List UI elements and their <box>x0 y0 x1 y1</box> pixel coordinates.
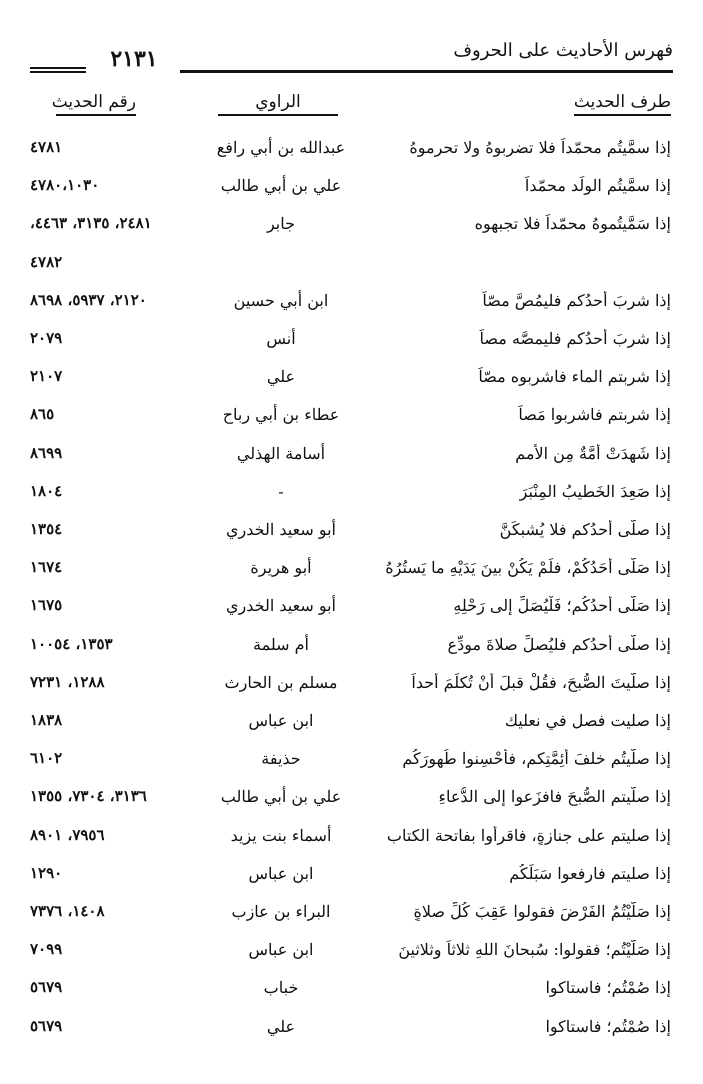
table-row <box>30 934 673 972</box>
table-row <box>30 208 673 246</box>
hadith-text: إذا صلَّيتُم خلفَ أئِمَّتِكم، فأحْسِنوا طُهورَكُم <box>402 749 671 769</box>
hadith-text: إذا صُمْتُم؛ فاستاكوا <box>545 1016 671 1036</box>
hadith-text: إذا صلَّيتَ الصُّبحَ، فقُلْ قبلَ أنْ تُكلِّمَ أحداً <box>411 672 671 692</box>
hadith-number: ١٣٥٤ <box>30 520 63 538</box>
narrator-name: ابن أبي حسين <box>233 290 329 310</box>
table-row <box>30 667 673 705</box>
hadith-number: ٥٦٧٩ <box>30 978 63 997</box>
narrator-name: خباب <box>263 978 299 998</box>
hadith-number: ١٣٥٣، ١٠٠٥٤ <box>30 634 113 653</box>
table-row <box>30 132 673 170</box>
hadith-text: إذا شَهِدَتْ أُمَّةٌ مِن الأمم <box>515 443 671 463</box>
hadith-text: إذا صلّى أحدُكم فلا يُشبكَنَّ <box>499 520 671 539</box>
table-row <box>30 323 673 361</box>
hadith-number: ٧٠٩٩ <box>30 940 63 959</box>
hadith-number: ٢٠٧٩ <box>30 329 63 347</box>
table-row <box>30 361 673 399</box>
hadith-text: إذا صليت فصل في نعليك <box>504 711 671 730</box>
narrator-name: ابن عباس <box>248 940 314 960</box>
hadith-text: إذا صلّى أحدُكم فليُصلِّ صلاةَ مودِّعٍ <box>447 634 671 654</box>
narrator-name: أبو سعيد الخدري <box>226 520 336 539</box>
table-row <box>30 552 673 590</box>
hadith-text: إذا سمَّيتُم الولَد محمّداً <box>524 176 671 196</box>
hadith-number: ٨٦٩٩ <box>30 443 63 462</box>
narrator-name: البراء بن عازب <box>231 902 331 921</box>
table-row <box>30 705 673 743</box>
narrator-name: عبدالله بن أبي رافع <box>216 138 346 157</box>
narrator-name: أم سلمة <box>253 634 309 654</box>
column-header-narrator: الراوي <box>218 92 338 116</box>
hadith-number: ١٨٣٨ <box>30 711 63 729</box>
hadith-number: ٥٦٧٩ <box>30 1016 63 1035</box>
hadith-text: إذا صليتم على جنازةٍ، فاقرأوا بفاتحة الكتاب <box>386 825 671 845</box>
hadith-text: إذا سَمَّيتُموهُ محمّداً فلا تجبهوه <box>474 214 671 234</box>
narrator-name: أسماء بنت يزيد <box>230 825 332 845</box>
header-rule-left <box>30 67 86 73</box>
hadith-number: ١٦٧٤ <box>30 558 63 577</box>
table-row <box>30 820 673 858</box>
hadith-number: ٤٧٨٠،١٠٣٠ <box>30 176 100 195</box>
narrator-name: ابن عباس <box>248 711 314 730</box>
table-row <box>30 972 673 1010</box>
table-row <box>30 629 673 667</box>
hadith-text: إذا شربَ أحدُكم فليمُصَّ مصّاً <box>482 290 671 310</box>
narrator-name: - <box>278 481 284 501</box>
table-row <box>30 285 673 323</box>
hadith-text: إذا سمَّيتُم محمّداً فلا تضربوهُ ولا تحرموهُ <box>409 138 671 157</box>
table-row <box>30 743 673 781</box>
hadith-number: ١٨٠٤ <box>30 481 63 500</box>
hadith-number: ١٦٧٥ <box>30 596 63 615</box>
hadith-text: إذا صَلَّيْتُمُ الفَرْضَ فقولوا عَقِبَ كُلِّ صلاةٍ <box>413 902 671 921</box>
hadith-text: إذا صَلّى أحدُكُم؛ فَلْيُصَلِّ إلى رَحْلِهِ <box>453 596 671 616</box>
narrator-name: علي بن أبي طالب <box>220 787 342 807</box>
table-row <box>30 399 673 437</box>
table-row <box>30 1011 673 1049</box>
narrator-name: عطاء بن أبي رباح <box>222 405 340 425</box>
hadith-number: ٢١٢٠، ٥٩٣٧، ٨٦٩٨ <box>30 290 147 309</box>
hadith-text: إذا شربتم الماء فاشربوه مصّاً <box>478 367 671 387</box>
narrator-name: علي بن أبي طالب <box>220 176 342 196</box>
table-row <box>30 438 673 476</box>
hadith-text: إذا صَعِدَ الخَطيبُ المِنْبَرَ <box>519 481 671 501</box>
table-row <box>30 896 673 934</box>
column-header-number: رقم الحديث <box>56 92 136 116</box>
hadith-number: ٨٦٥ <box>30 405 55 424</box>
table-row <box>30 781 673 819</box>
narrator-name: أنس <box>266 329 296 348</box>
hadith-number: ٤٧٨١ <box>30 138 63 156</box>
narrator-name: أبو سعيد الخدري <box>226 596 336 616</box>
page-number: ٢١٣١ <box>110 46 158 72</box>
hadith-number: ٢٤٨١، ٣١٣٥، ٤٤٦٣، <box>30 214 152 233</box>
hadith-number: ٣١٣٦، ٧٣٠٤، ١٣٥٥ <box>30 787 147 806</box>
hadith-number: ١٤٠٨، ٧٣٧٦ <box>30 902 105 920</box>
narrator-name: أبو هريرة <box>250 558 312 578</box>
hadith-text: إذا صُمْتُم؛ فاستاكوا <box>545 978 671 998</box>
hadith-text: إذا شربَ أحدُكم فليمصَّه مصاً <box>479 329 671 348</box>
hadith-number: ٤٧٨٢ <box>30 252 63 271</box>
hadith-number: ٧٩٥٦، ٨٩٠١ <box>30 825 105 844</box>
hadith-text: إذا صلَّيتم الصُّبحَ فافزَعوا إلى الدُّعاءِ <box>438 787 671 807</box>
narrator-name: أسامة الهذلي <box>236 443 326 463</box>
table-row <box>30 476 673 514</box>
hadith-text: إذا صَلَّيْتُم؛ فقولوا: سُبحانَ اللهِ ثلاثاً وثلاثينَ <box>398 940 671 960</box>
hadith-number: ١٢٨٨، ٧٢٣١ <box>30 672 105 691</box>
hadith-text: إذا صَلّى أحَدُكُمْ، فلَمْ يَكُنْ بينَ يَدَيْهِ ما يَستُرُهُ <box>385 558 671 578</box>
narrator-name: علي <box>266 1016 296 1036</box>
hadith-number: ٦١٠٢ <box>30 749 63 768</box>
table-row <box>30 514 673 552</box>
hadith-text: إذا صليتم فارفعوا سَبَلَكُم <box>509 863 671 883</box>
narrator-name: علي <box>266 367 296 387</box>
table-row <box>30 590 673 628</box>
table-row <box>30 170 673 208</box>
table-row <box>30 858 673 896</box>
narrator-name: ابن عباس <box>248 863 314 883</box>
column-header-hadith: طرف الحديث <box>574 92 671 116</box>
table-row <box>30 247 673 285</box>
hadith-text: إذا شربتم فاشربوا مَصاً <box>518 405 671 425</box>
hadith-number: ٢١٠٧ <box>30 367 63 386</box>
page-title: فهرس الأحاديث على الحروف <box>453 40 673 61</box>
header-rule <box>180 70 673 76</box>
hadith-number: ١٢٩٠ <box>30 863 63 882</box>
narrator-name: حذيفة <box>261 749 301 769</box>
narrator-name: مسلم بن الحارث <box>224 672 338 692</box>
narrator-name: جابر <box>266 214 296 234</box>
page-header <box>30 40 673 80</box>
